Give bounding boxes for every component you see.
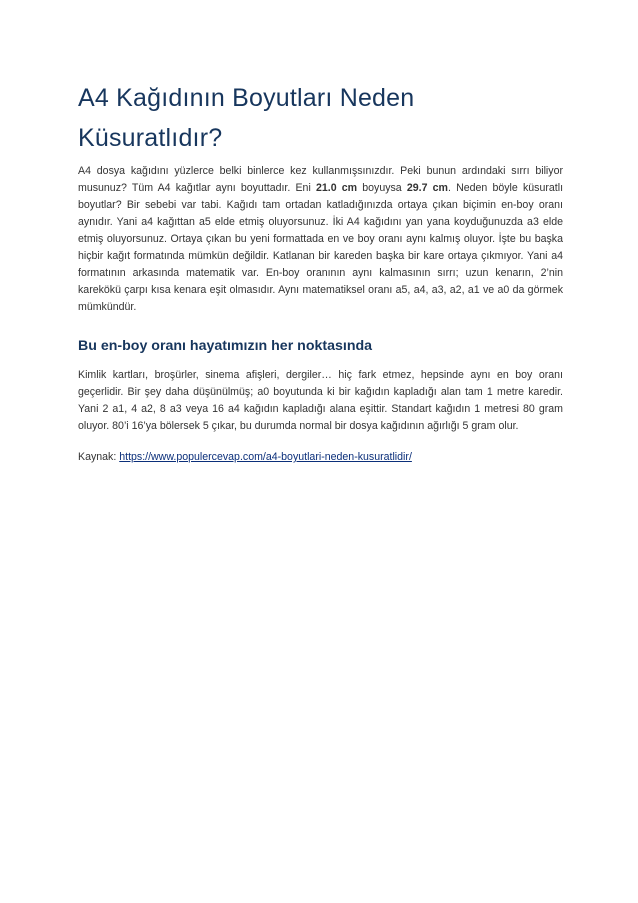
height-value: 29.7 cm bbox=[406, 182, 448, 194]
section-heading: Bu en-boy oranı hayatımızın her noktasında bbox=[78, 338, 373, 354]
article-title: A4 Kağıdının Boyutları Neden Küsuratlıdır? bbox=[78, 84, 415, 152]
document-page bbox=[78, 78, 563, 466]
source-label: Kaynak: bbox=[78, 451, 120, 463]
intro-text-before: A4 dosya kağıdını yüzlerce belki binlerce kez kullanmışsınızdır. Peki bunun ardındaki sırrı biliyor musunuz? Tüm A4 kağıtlar aynı boyuttadır. Eni bbox=[78, 165, 563, 194]
body-paragraph: Kimlik kartları, broşürler, sinema afişleri, dergiler… hiç fark etmez, hepsinde aynı en boy oranı geçerlidir. Bir şey daha düşünülmüş; a0 boyutunda ki bir kağıdın kapladığı alan tam 1 metre karedir. Yani 2 a1, 4 a2, 8 a3 veya 16 a4 kağıdın kapladığı alana eşittir. Standart kağıdın 1 metresi 80 gram oluyor. 80’i 16’ya bölersek 5 çıkar, bu durumda normal bir dosya kağıdının ağırlığı 5 gram olur. bbox=[78, 369, 563, 432]
width-value: 21.0 cm bbox=[315, 182, 358, 194]
intro-text-after: . Neden böyle küsuratlı boyutlar? Bir sebebi var tabi. Kağıdı tam ortadan katladığınızda ortaya çıkan biçimin en-boy oranı aynıdır. Yani a4 kağıttan a5 elde etmiş oluyorsunuz. İki A4 kağıdını yan yana koyduğunuzda a3 elde etmiş oluyorsunuz. Ortaya çıkan bu yeni formattada en ve boy oranı aynı kalmış oluyor. İşte bu başka hiçbir kağıt formatında mümkün değildir. Katlanan bir kareden başka bir kare ortaya çıkmıyor. Yani a4 formatının arkasında matematik var. En-boy oranının aynı kalmasının sırrı; uzun kenarın, 2’nin karekökü çarpı kısa kenara eşit olmasıdır. Aynı matematiksel oranı a5, a4, a3, a2, a1 ve a0 da görmek mümkündür. bbox=[78, 182, 564, 313]
source-line bbox=[78, 449, 563, 466]
intro-text-between: boyuysa bbox=[357, 182, 407, 194]
intro-paragraph bbox=[78, 163, 563, 316]
source-link[interactable]: https://www.populercevap.com/a4-boyutlari-neden-kusuratlidir/ bbox=[119, 451, 412, 463]
